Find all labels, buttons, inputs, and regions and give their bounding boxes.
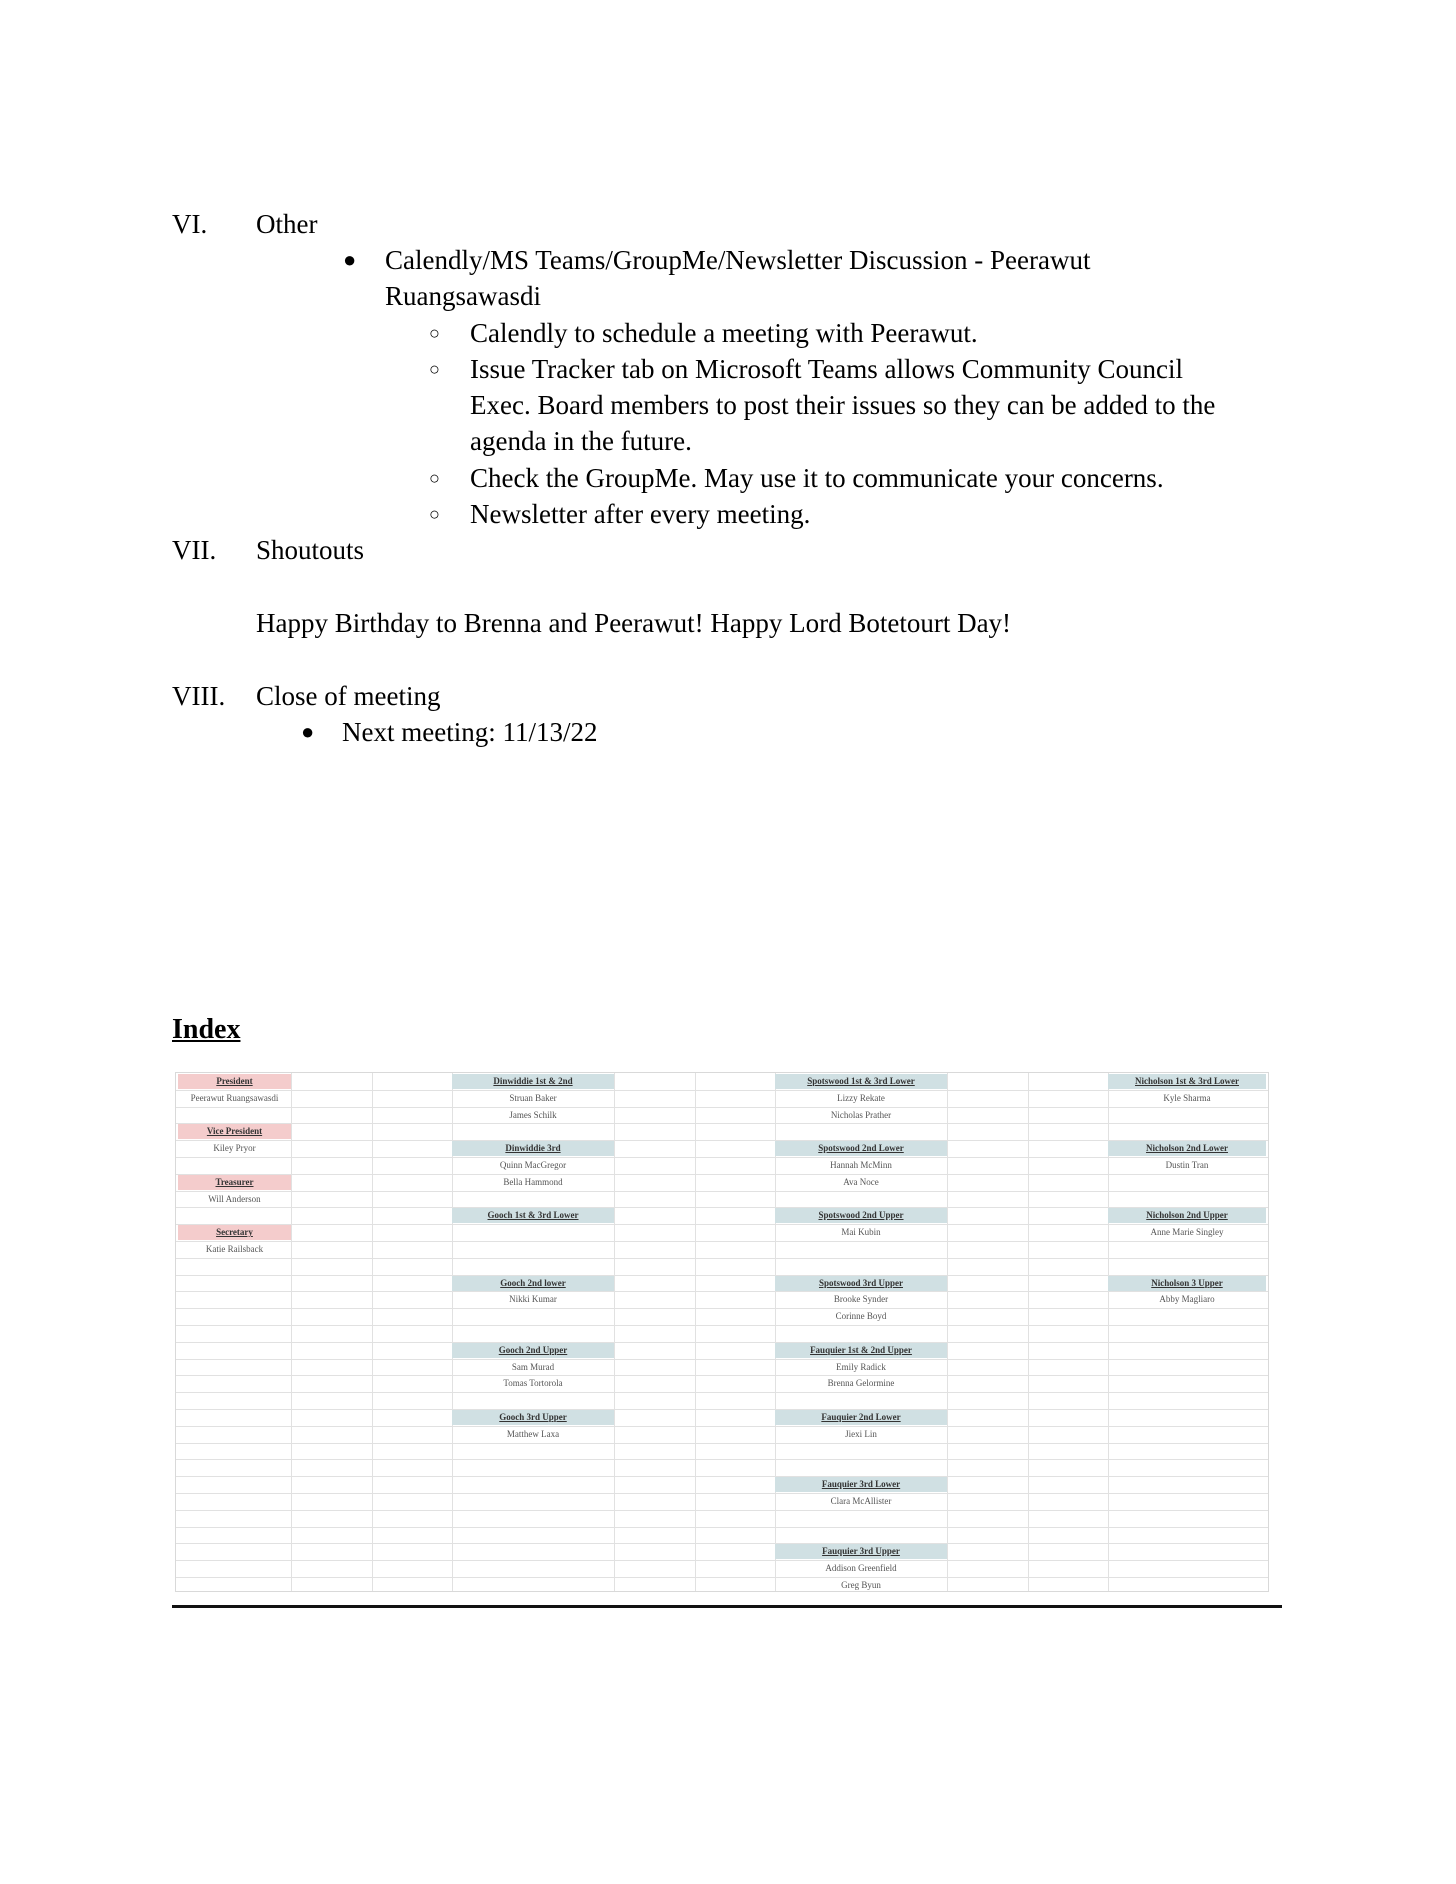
circle-bullet-icon: ○ (429, 468, 440, 488)
sub-item: Newsletter after every meeting. (470, 499, 811, 529)
grid-line (176, 1308, 1268, 1309)
index-member-name: Tomas Tortorola (503, 1378, 563, 1389)
index-group-header: Nicholson 1st & 3rd Lower (1108, 1074, 1266, 1089)
index-group-header: Gooch 3rd Upper (452, 1410, 614, 1425)
index-member-name (452, 1309, 614, 1324)
index-group-header: Spotswood 2nd Lower (775, 1141, 947, 1156)
index-member-name: Katie Railsback (205, 1244, 264, 1254)
grid-line (947, 1073, 948, 1591)
grid-line (176, 1207, 1268, 1208)
grid-line (176, 1543, 1268, 1544)
shoutouts-text: Happy Birthday to Brenna and Peerawut! Happy Lord Botetourt Day! (256, 608, 1012, 638)
index-member-name: Clara McAllister (830, 1496, 892, 1506)
index-member-name (775, 1511, 947, 1526)
grid-line (176, 1174, 1268, 1175)
index-member-name: Kyle Sharma (1163, 1092, 1211, 1103)
grid-line (176, 1107, 1268, 1108)
index-group-header: Vice President (178, 1124, 291, 1139)
index-member-name: Addison Greenfield (825, 1563, 897, 1574)
index-member-name: Kiley Pryor (213, 1143, 256, 1154)
index-member-name (452, 1225, 614, 1240)
index-heading: Index (172, 1014, 241, 1045)
sub-item-continued: Exec. Board members to post their issues so they can be added to the (470, 390, 1216, 420)
index-member-name: Quinn MacGregor (499, 1160, 567, 1170)
section-numeral: VIII. (172, 681, 226, 711)
index-member-name: Lizzy Rekate (837, 1092, 885, 1103)
index-member-name: Sam Murad (511, 1361, 555, 1372)
index-member-name (775, 1242, 947, 1257)
index-member-name: Nikki Kumar (509, 1294, 557, 1305)
index-member-name (1108, 1108, 1266, 1123)
index-member-name: Brooke Synder (833, 1294, 889, 1305)
index-group-header: Secretary (178, 1225, 291, 1240)
grid-line (176, 1527, 1268, 1528)
section-numeral: VI. (172, 209, 208, 239)
sub-item: Calendly to schedule a meeting with Peerawut. (470, 318, 978, 348)
index-group-header: Fauquier 3rd Lower (775, 1477, 947, 1492)
grid-line (176, 1443, 1268, 1444)
index-member-name: Brenna Gelormine (827, 1378, 895, 1389)
index-member-name: Bella Hammond (503, 1176, 563, 1187)
index-member-name: Jiexi Lin (845, 1428, 877, 1439)
grid-line (695, 1073, 696, 1591)
grid-line (176, 1577, 1268, 1578)
index-group-header: Gooch 2nd lower (452, 1276, 614, 1291)
next-meeting: Next meeting: 11/13/22 (342, 717, 598, 747)
grid-line (176, 1191, 1268, 1192)
grid-line (176, 1140, 1268, 1141)
index-member-name: Matthew Laxa (506, 1428, 560, 1439)
index-member-name: Abby Magliaro (1159, 1294, 1215, 1305)
grid-line (176, 1224, 1268, 1225)
index-member-name: Corinne Boyd (835, 1311, 887, 1322)
grid-line (176, 1426, 1268, 1427)
index-group-header: Gooch 1st & 3rd Lower (452, 1208, 614, 1223)
index-member-name: Emily Radick (836, 1361, 886, 1372)
circle-bullet-icon: ○ (429, 323, 440, 343)
grid-line (176, 1123, 1268, 1124)
index-member-name (1108, 1175, 1266, 1190)
grid-line (176, 1560, 1268, 1561)
grid-line (291, 1073, 292, 1591)
circle-bullet-icon: ○ (429, 359, 440, 379)
index-spreadsheet-image (175, 1072, 1269, 1592)
index-member-name: Nicholas Prather (830, 1109, 892, 1120)
index-member-name: Struan Baker (509, 1092, 557, 1103)
grid-line (176, 1325, 1268, 1326)
index-group-header: Nicholson 2nd Upper (1108, 1208, 1266, 1223)
section-title-shoutouts: Shoutouts (256, 535, 365, 565)
index-member-name: Anne Marie Singley (1150, 1227, 1224, 1238)
index-member-name: Greg Byun (841, 1580, 881, 1590)
index-group-header: President (178, 1074, 291, 1089)
grid-line (176, 1157, 1268, 1158)
grid-line (176, 1275, 1268, 1276)
section-title-close: Close of meeting (256, 681, 441, 711)
index-group-header: Nicholson 3 Upper (1108, 1276, 1266, 1291)
section-numeral: VII. (172, 535, 217, 565)
index-member-name: Will Anderson (208, 1193, 261, 1204)
sub-item-continued: agenda in the future. (470, 426, 692, 456)
index-member-name: Hannah McMinn (830, 1160, 892, 1170)
index-group-header: Dinwiddie 1st & 2nd (452, 1074, 614, 1089)
section-title-other: Other (256, 209, 318, 239)
grid-line (176, 1510, 1268, 1511)
grid-line (176, 1342, 1268, 1343)
index-member-name: Peerawut Ruangsawasdi (190, 1092, 279, 1103)
index-member-name (1108, 1242, 1266, 1257)
index-group-header: Fauquier 2nd Lower (775, 1410, 947, 1425)
bullet-dot-icon: ● (301, 719, 315, 744)
grid-line (176, 1459, 1268, 1460)
index-group-header: Spotswood 3rd Upper (775, 1276, 947, 1291)
grid-line (176, 1493, 1268, 1494)
bullet-text: Calendly/MS Teams/GroupMe/Newsletter Discussion - Peerawut (385, 245, 1091, 275)
index-member-name (775, 1444, 947, 1459)
index-group-header: Dinwiddie 3rd (452, 1141, 614, 1156)
grid-line (176, 1241, 1268, 1242)
grid-line (176, 1409, 1268, 1410)
grid-line (176, 1392, 1268, 1393)
sub-item: Check the GroupMe. May use it to communicate your concerns. (470, 463, 1164, 493)
index-group-header: Spotswood 2nd Upper (775, 1208, 947, 1223)
bullet-text-continued: Ruangsawasdi (385, 281, 541, 311)
index-group-header: Spotswood 1st & 3rd Lower (775, 1074, 947, 1089)
grid-line (614, 1073, 615, 1591)
index-group-header: Fauquier 3rd Upper (775, 1544, 947, 1559)
circle-bullet-icon: ○ (429, 504, 440, 524)
sub-item: Issue Tracker tab on Microsoft Teams allows Community Council (470, 354, 1184, 384)
grid-line (1028, 1073, 1029, 1591)
index-group-header: Gooch 2nd Upper (452, 1343, 614, 1358)
horizontal-rule (172, 1605, 1282, 1608)
index-member-name: James Schilk (509, 1109, 557, 1120)
grid-line (176, 1359, 1268, 1360)
grid-line (176, 1291, 1268, 1292)
grid-line (176, 1090, 1268, 1091)
grid-line (176, 1258, 1268, 1259)
index-member-name: Mai Kubin (841, 1227, 881, 1238)
grid-line (176, 1476, 1268, 1477)
bullet-dot-icon: ● (343, 247, 357, 272)
grid-line (372, 1073, 373, 1591)
index-group-header: Nicholson 2nd Lower (1108, 1141, 1266, 1156)
index-group-header: Treasurer (178, 1175, 291, 1190)
index-member-name: Ava Noce (843, 1176, 879, 1187)
grid-line (176, 1375, 1268, 1376)
index-group-header: Fauquier 1st & 2nd Upper (775, 1343, 947, 1358)
index-member-name: Dustin Tran (1165, 1160, 1209, 1170)
